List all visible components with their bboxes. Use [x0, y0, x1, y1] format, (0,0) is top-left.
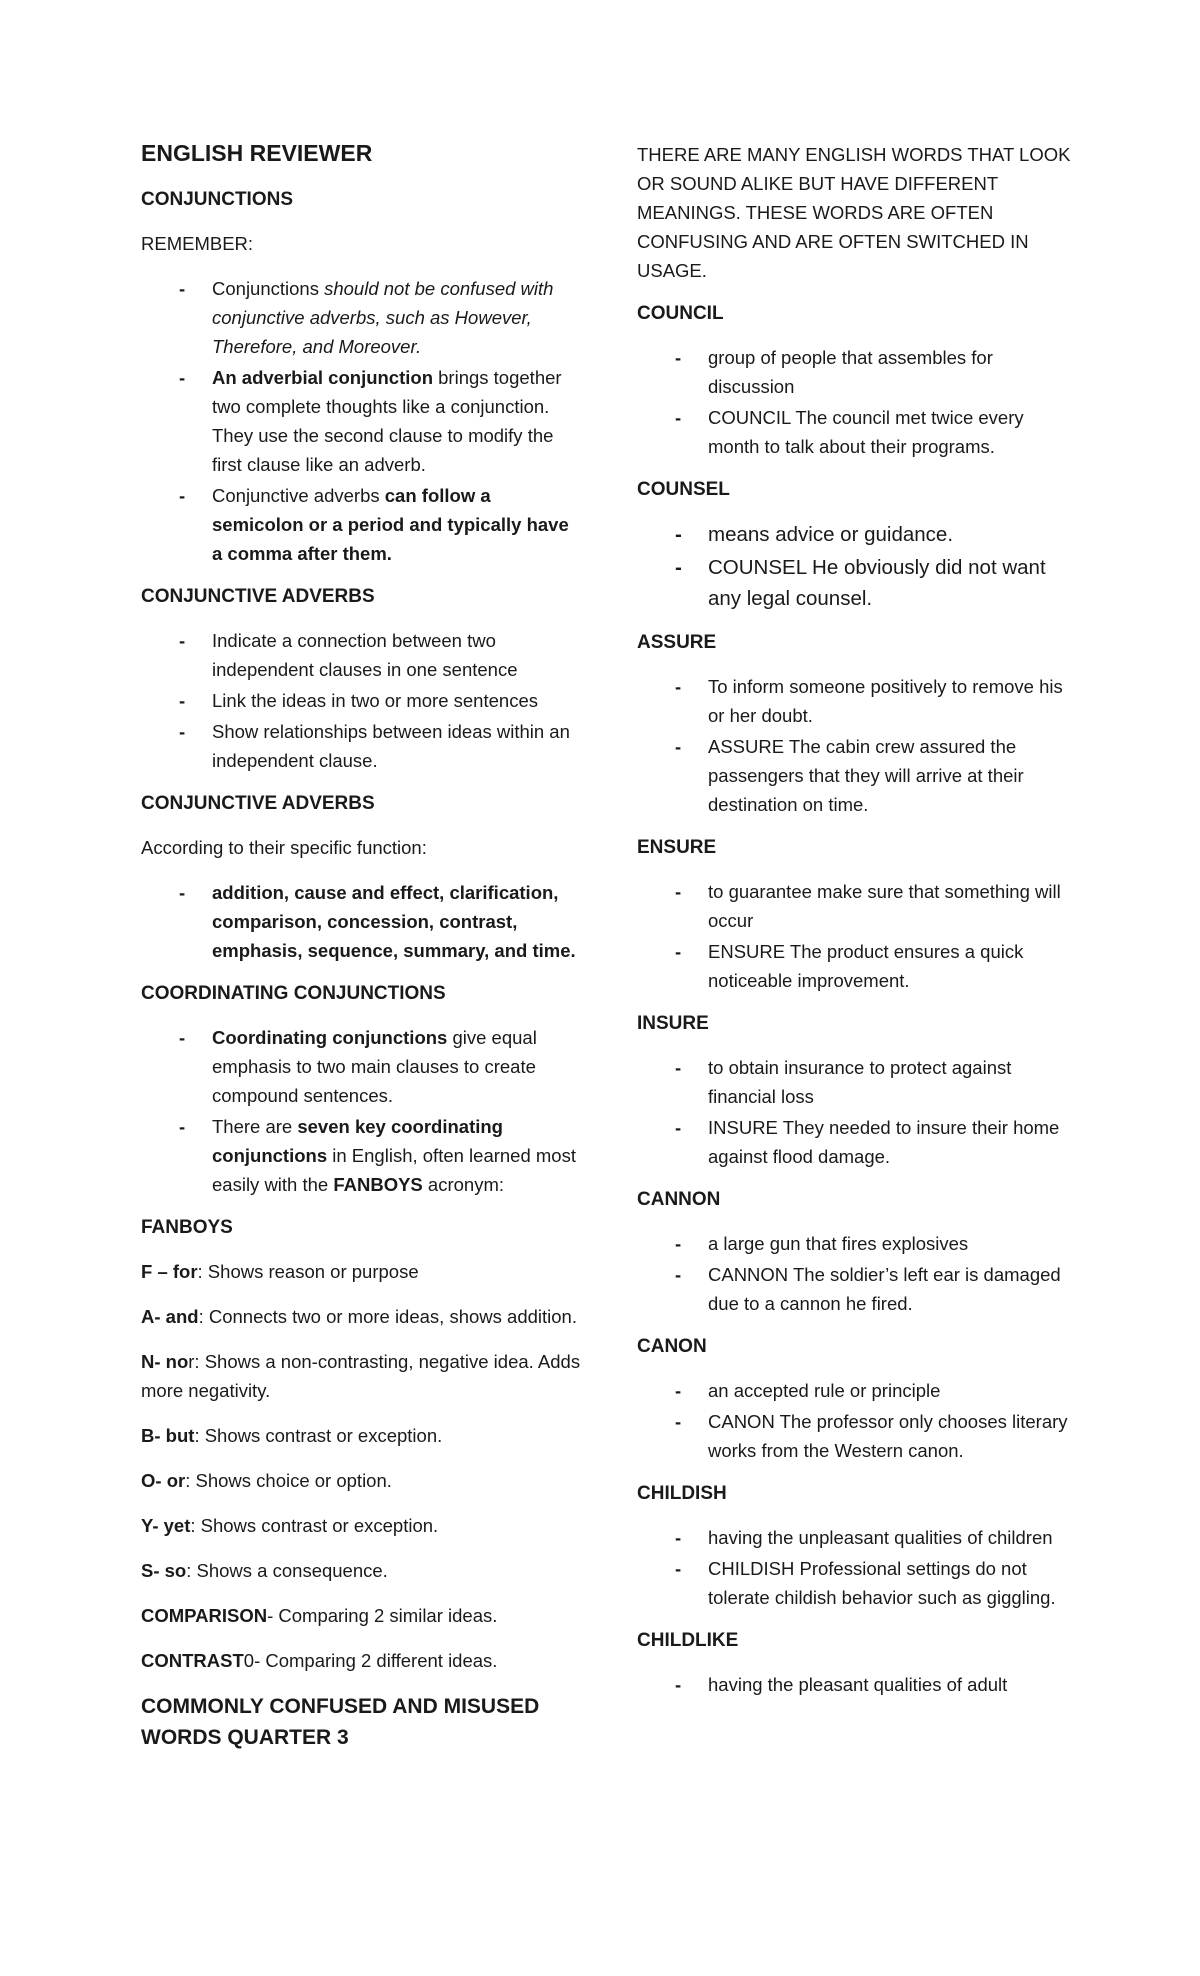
line-text: : Shows reason or purpose — [197, 1261, 419, 1282]
list-item: - group of people that assembles for discussion — [708, 343, 1077, 401]
line-text: r: Shows a non-contrasting, negative idea. Adds more negativity. — [141, 1351, 581, 1401]
item-bold: FANBOYS — [333, 1174, 423, 1195]
list-item: - an accepted rule or principle — [708, 1376, 1077, 1405]
insure-list — [637, 1053, 1077, 1171]
heading-childlike: CHILDLIKE — [637, 1630, 739, 1651]
list-item — [212, 481, 581, 568]
function-intro: According to their specific function: — [141, 837, 427, 858]
list-item: - Show relationships between ideas within an independent clause. — [212, 717, 581, 775]
line-bold: Y- yet — [141, 1515, 191, 1536]
heading-conjunctive-adverbs-2: CONJUNCTIVE ADVERBS — [141, 793, 375, 814]
list-item: - to obtain insurance to protect against financial loss — [708, 1053, 1077, 1111]
list-item — [212, 1023, 581, 1110]
fanboys-line — [141, 1257, 581, 1286]
heading-commonly-confused: COMMONLY CONFUSED AND MISUSED WORDS QUARTER 3 — [141, 1695, 540, 1749]
heading-coordinating: COORDINATING CONJUNCTIONS — [141, 983, 446, 1004]
fanboys-line — [141, 1302, 581, 1331]
canon-list — [637, 1376, 1077, 1465]
item-bold: Coordinating conjunctions — [212, 1027, 448, 1048]
words-intro: THERE ARE MANY ENGLISH WORDS THAT LOOK OR SOUND ALIKE BUT HAVE DIFFERENT MEANINGS. THESE WORDS ARE OFTEN CONFUSING AND ARE OFTEN SWITCHED IN USAGE. — [637, 144, 1071, 281]
line-text: : Shows contrast or exception. — [194, 1425, 443, 1446]
list-item — [212, 1112, 581, 1199]
fanboys-line — [141, 1466, 581, 1495]
conjunctive-adverbs-list — [141, 626, 581, 775]
cannon-list — [637, 1229, 1077, 1318]
item-bold: can follow a semicolon or a period and typically have a comma after them. — [212, 485, 569, 564]
item-text: There are — [212, 1116, 298, 1137]
counsel-list — [637, 519, 1077, 614]
list-item: - COUNSEL He obviously did not want any legal counsel. — [708, 552, 1077, 614]
item-text: Conjunctive adverbs — [212, 485, 385, 506]
heading-conjunctive-adverbs: CONJUNCTIVE ADVERBS — [141, 586, 375, 607]
item-text: acronym: — [422, 1174, 504, 1195]
line-text: : Shows a consequence. — [186, 1560, 388, 1581]
fanboys-line — [141, 1421, 581, 1450]
item-text: brings together two complete thoughts like a conjunction. They use the second clause to modify the first clause like an adverb. — [212, 367, 562, 475]
list-item: - Link the ideas in two or more sentences — [212, 686, 581, 715]
line-text: : Shows contrast or exception. — [190, 1515, 439, 1536]
comparison-line — [141, 1601, 581, 1630]
list-item — [212, 363, 581, 479]
list-item: - ENSURE The product ensures a quick noticeable improvement. — [708, 937, 1077, 995]
line-text: : Shows choice or option. — [185, 1470, 392, 1491]
list-item: - To inform someone positively to remove his or her doubt. — [708, 672, 1077, 730]
item-bold: addition, cause and effect, clarification, comparison, concession, contrast, emphasis, sequence, summary, and time. — [212, 882, 576, 961]
heading-ensure: ENSURE — [637, 837, 717, 858]
item-bold: An adverbial conjunction — [212, 367, 433, 388]
heading-conjunctions: CONJUNCTIONS — [141, 189, 294, 210]
fanboys-line — [141, 1556, 581, 1585]
childlike-list — [637, 1670, 1077, 1699]
list-item: - INSURE They needed to insure their home against flood damage. — [708, 1113, 1077, 1171]
line-bold: N- no — [141, 1351, 189, 1372]
line-bold: S- so — [141, 1560, 187, 1581]
heading-childish: CHILDISH — [637, 1483, 727, 1504]
remember-label: REMEMBER: — [141, 233, 254, 254]
conjunctions-list — [141, 274, 581, 568]
line-bold: O- or — [141, 1470, 186, 1491]
heading-fanboys: FANBOYS — [141, 1217, 233, 1238]
item-text: in English, often learned most easily with the — [212, 1145, 576, 1195]
list-item: - CANON The professor only chooses literary works from the Western canon. — [708, 1407, 1077, 1465]
list-item — [212, 274, 581, 361]
item-bold: seven key coordinating conjunctions — [212, 1116, 503, 1166]
heading-counsel: COUNSEL — [637, 479, 730, 500]
line-bold: B- but — [141, 1425, 195, 1446]
list-item: - having the pleasant qualities of adult — [708, 1670, 1077, 1699]
ensure-list — [637, 877, 1077, 995]
heading-insure: INSURE — [637, 1013, 709, 1034]
line-text: - Comparing 2 similar ideas. — [267, 1605, 498, 1626]
list-item: - ASSURE The cabin crew assured the passengers that they will arrive at their destination on time. — [708, 732, 1077, 819]
line-text: : Connects two or more ideas, shows addition. — [198, 1306, 577, 1327]
line-text: 0- Comparing 2 different ideas. — [243, 1650, 498, 1671]
assure-list — [637, 672, 1077, 819]
line-bold: F – for — [141, 1261, 198, 1282]
list-item — [212, 878, 581, 965]
list-item: - COUNCIL The council met twice every month to talk about their programs. — [708, 403, 1077, 461]
list-item: - Indicate a connection between two independent clauses in one sentence — [212, 626, 581, 684]
heading-assure: ASSURE — [637, 632, 717, 653]
item-italic: should not be confused with conjunctive adverbs, such as However, Therefore, and Moreover. — [212, 278, 554, 357]
coordinating-list — [141, 1023, 581, 1199]
heading-council: COUNCIL — [637, 303, 724, 324]
page-title: ENGLISH REVIEWER — [141, 140, 373, 166]
function-list — [141, 878, 581, 965]
list-item: - CANNON The soldier’s left ear is damaged due to a cannon he fired. — [708, 1260, 1077, 1318]
fanboys-line — [141, 1347, 581, 1405]
right-column — [637, 140, 1077, 1717]
childish-list — [637, 1523, 1077, 1612]
list-item: - a large gun that fires explosives — [708, 1229, 1077, 1258]
heading-cannon: CANNON — [637, 1189, 721, 1210]
line-bold: CONTRAST — [141, 1650, 244, 1671]
council-list — [637, 343, 1077, 461]
line-bold: COMPARISON — [141, 1605, 268, 1626]
left-column — [141, 140, 581, 1771]
list-item: - means advice or guidance. — [708, 519, 1077, 550]
item-text: give equal emphasis to two main clauses to create compound sentences. — [212, 1027, 537, 1106]
list-item: - to guarantee make sure that something will occur — [708, 877, 1077, 935]
heading-canon: CANON — [637, 1336, 707, 1357]
list-item: - CHILDISH Professional settings do not tolerate childish behavior such as giggling. — [708, 1554, 1077, 1612]
contrast-line — [141, 1646, 581, 1675]
item-text: Conjunctions — [212, 278, 325, 299]
fanboys-line — [141, 1511, 581, 1540]
line-bold: A- and — [141, 1306, 199, 1327]
list-item: - having the unpleasant qualities of children — [708, 1523, 1077, 1552]
